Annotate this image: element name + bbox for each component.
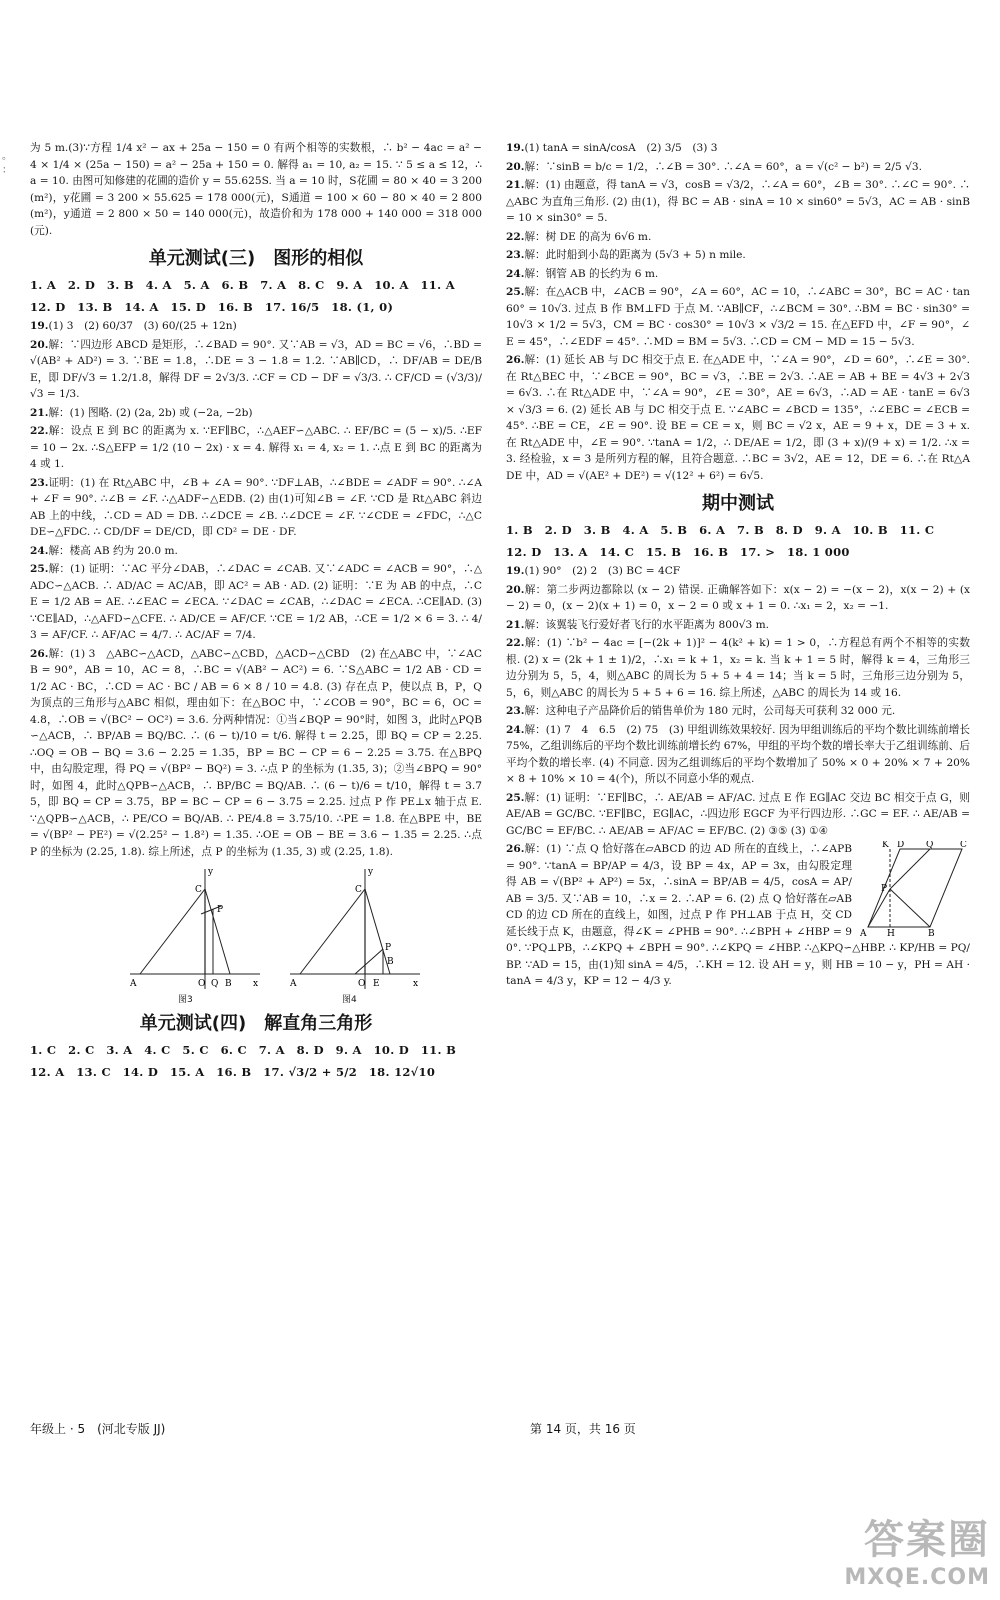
- answer-item: [506, 140, 970, 157]
- answer-item: [30, 475, 482, 541]
- answer-item: [506, 722, 970, 788]
- item-text: (1) 3 (2) 60/37 (3) 60/(25 + 12n): [48, 320, 237, 332]
- answer-item: [506, 284, 970, 350]
- item-text: 解：(1) 图略. (2) (2a, 2b) 或 (−2a, −2b): [48, 406, 253, 419]
- item-text: 解：(1) 由题意，得 tanA = √3，cosB = √3/2，∴∠A = 60°，∠B = 30°. ∴∠C = 90°. ∴△ABC 为直角三角形. (2) 由(1)，得 BC = AB · sinA = 10 × sin60° = 5√3，AC = AB · sinB = 10 × sin30° = 5.: [506, 179, 970, 224]
- item-text: 解：(1) 7 4 6.5 (2) 75 (3) 甲组训练效果较好. 因为甲组训练后的平均个数比训练前增长 75%，乙组训练后的平均个数比训练前增长约 67%，甲组的平均个数的增长率大于乙组训练前、后平均个数的增长率. (4) 不同意. 因为乙组训练后的平均个数增加了 50% × 0 + 20% × 7 + 20% × 8 + 10% × 10 = 4(个)，所以不同意小华的观点.: [506, 723, 970, 785]
- item-text: (1) tanA = sinA/cosA (2) 3/5 (3) 3: [524, 142, 718, 154]
- item-text: 解：该翼装飞行爱好者飞行的水平距离为 800√3 m.: [524, 618, 769, 631]
- item-number: 24.: [30, 544, 49, 557]
- item-number: 19.: [506, 565, 525, 577]
- label-h: H: [887, 929, 895, 937]
- label-x: x: [253, 979, 259, 989]
- watermark-line-2: MXQE.COM: [844, 1565, 990, 1590]
- answer-item: [506, 352, 970, 484]
- item-text: 证明：(1) 在 Rt△ABC 中，∠B + ∠A = 90°. ∵DF⊥AB，∴∠BDE = ∠ADF = 90°. ∴∠A + ∠F = 90°. ∴∠B = ∠F. ∴△ADF∽△EDB. (2) 由(1)可知∠B = ∠F. ∵CD 是 Rt△ABC 斜边 AB 上的中线，∴CD = AD = DB. ∴∠DCE = ∠B. ∴∠DCE = ∠F. ∵∠CDE = ∠FDC，∴△CDE∽△FDC. ∴ CD/DF = DE/CD，即 CD² = DE · DF.: [30, 476, 482, 538]
- answer-item: [506, 247, 970, 264]
- item-number: 19.: [30, 320, 49, 332]
- item-text: 解：∵sinB = b/c = 1/2，∴∠B = 30°. ∴∠A = 60°，a = √(c² − b²) = 2/5 √3.: [524, 160, 922, 173]
- item-text: 解：树 DE 的高为 6√6 m.: [524, 230, 652, 243]
- item-number: 25.: [506, 791, 525, 804]
- item-number: 22.: [30, 425, 49, 437]
- parallelogram-figure: [860, 841, 970, 937]
- item-text: 解：设点 E 到 BC 的距离为 x. ∵EF∥BC，∴△AEF∽△ABC. ∴ EF/BC = (5 − x)/5. ∴EF = 10 − 2x. ∴S△EFP = 1/2 (10 − 2x) · x = 4. 解得 x₁ = 4, x₂ = 1. ∴点 E 到 BC 的距离为 4 或 1.: [30, 425, 482, 470]
- label-q: Q: [926, 841, 934, 850]
- answer-item: [30, 318, 482, 335]
- label-q: Q: [211, 979, 219, 989]
- answer-item: [506, 563, 970, 580]
- figure-4-caption: 图4: [342, 995, 357, 1005]
- item-text: 解：(1) 证明：∵AC 平分∠DAB，∴∠DAC = ∠CAB. 又∵∠ADC = ∠ACB = 90°，∴△ADC∽△ACB. ∴ AD/AC = AC/AB，即 AC² = AB · AD. (2) 证明：∵E 为 AB 的中点，∴CE = 1/2 AB = AE. ∴∠EAC = ∠ECA. ∵∠DAC = ∠CAB，∴∠DAC = ∠ECA. ∴CE∥AD. (3) ∵CE∥AD，∴△AFD∽△CFE. ∴ AD/CE = AF/CF. ∵CE = 1/2 AB，∴CE = 1/2 × 6 = 3. ∴ 4/3 = AF/CF. ∴ AF/AC = 4/7. ∴ AC/AF = 7/4.: [30, 563, 482, 641]
- item-number: 20.: [506, 160, 525, 173]
- label-b: B: [928, 929, 935, 937]
- item-text: 解：这种电子产品降价后的销售单价为 180 元时，公司每天可获利 32 000 元.: [524, 705, 896, 717]
- label-k: K: [882, 841, 889, 850]
- item-text: 解：(1) ∵b² − 4ac = [−(2k + 1)]² − 4(k² + k) = 1 > 0，∴方程总有两个不相等的实数根. (2) x = (2k + 1 ± 1)/2，∴x₁ = k + 1，x₂ = k. 当 k + 1 = 5 时，解得 k = 4，三角形三边分别为 5，5，4，则△ABC 的周长为 5 + 5 + 4 = 14；当 k = 5 时，三角形三边分别为 5，5，6，则△ABC 的周长为 5 + 5 + 6 = 16. 综上所述，△ABC 的周长为 14 或 16.: [506, 637, 970, 699]
- label-b: B: [387, 957, 394, 967]
- answer-item: [30, 423, 482, 473]
- item-text: 解：在△ACB 中，∠ACB = 90°，∠A = 60°，AC = 10，∴∠ABC = 30°，BC = AC · tan60° = 10√3. 过点 B 作 BM⊥FD 于点 M. ∵AB∥CF，∴∠BCM = 30°. ∴BM = BC · sin30° = 10√3 × 1/2 = 5√3，CM = BC · cos30° = 10√3 × √3/2 = 15. 在△EFD 中，∠F = 90°，∠E = 45°，∴∠EDF = 45°. ∴MD = BM = 5√3. ∴CD = CM − MD = 15 − 5√3.: [506, 286, 970, 348]
- answer-item: [506, 177, 970, 227]
- footer-book-info: 年级上 · 5 (河北专版 JJ): [30, 1422, 166, 1436]
- answer-item: [30, 337, 482, 403]
- figure-3-caption: 图3: [178, 995, 193, 1005]
- item-number: 26.: [506, 843, 525, 855]
- label-y: y: [368, 867, 374, 877]
- figure-3: [125, 864, 265, 994]
- figures-3-4: [30, 864, 482, 1004]
- item-number: 23.: [30, 476, 49, 489]
- intro-paragraph: 为 5 m.(3)∵方程 1/4 x² − ax + 25a − 150 = 0 有两个相等的实数根，∴ b² − 4ac = a² − 4 × 1/4 × (25a − 150) = a² − 25a + 150 = 0. 解得 a₁ = 10, a₂ = 15. ∵ 5 ≤ a ≤ 12，∴ a = 10. 由图可知修建的花圃的造价 y = 55.625S. 当 a = 10 时，S花圃 = 80 × 40 = 3 200(m²)，y花圃 = 3 200 × 55.625 = 178 000(元)，S通道 = 100 × 60 − 80 × 40 = 2 800(m²)，y通道 = 2 800 × 50 = 140 000(元)，故造价和为 178 000 + 140 000 = 318 000(元).: [30, 142, 482, 237]
- item-number: 21.: [30, 406, 49, 419]
- binding-edge-marks: 。 ：: [2, 151, 12, 176]
- right-column: [506, 140, 970, 992]
- label-p: P: [881, 884, 888, 894]
- item-text: 解：∵四边形 ABCD 是矩形，∴∠BAD = 90°. 又∵AB = √3，AD = BC = √6，∴BD = √(AB² + AD²) = 3. ∵BE = 1.8，∴DE = 3 − 1.8 = 1.2. ∵AB∥CD，∴ DF/AB = DE/BE，即 DF/√3 = 1.2/1.8，解得 DF = 2√3/3. ∴CF = CD − DF = √3/3. ∴ CF/CD = (√3/3)/√3 = 1/3.: [30, 338, 482, 400]
- label-p: P: [217, 905, 224, 915]
- item-text: 解：第二步两边都除以 (x − 2) 错误. 正确解答如下：x(x − 2) = −(x − 2)，x(x − 2) + (x − 2) = 0，(x − 2)(x + 1) = 0，x − 2 = 0 或 x + 1 = 0. ∴x₁ = 2，x₂ = −1.: [506, 583, 970, 612]
- item-number: 19.: [506, 142, 525, 154]
- midterm-title: 期中测试: [702, 493, 774, 514]
- item-number: 24.: [506, 723, 525, 736]
- label-d: D: [897, 841, 905, 850]
- item-text: 解：此时船到小岛的距离为 (5√3 + 5) n mile.: [524, 249, 746, 261]
- footer-page-number: 第 14 页，共 16 页: [530, 1422, 636, 1436]
- label-b: B: [225, 979, 232, 989]
- answer-item: [30, 543, 482, 560]
- label-a: A: [130, 979, 137, 989]
- item-text: (1) 90° (2) 2 (3) BC = 4CF: [524, 565, 681, 577]
- answer-item: [30, 646, 482, 861]
- item-text: 解：(1) 3 △ABC∽△ACD，△ABC∽△CBD，△ACD∽△CBD (2) 在△ABC 中，∵∠ACB = 90°，AB = 10，AC = 8，∴BC = √(AB² − AC²) = 6. ∵S△ABC = 1/2 AB · CD = 1/2 AC · BC，∴CD = AC · BC / AB = 6 × 8 / 10 = 4.8. (3) 存在点 P，使以点 B，P，Q 为顶点的三角形与△ABC 相似，理由如下：在△BOC 中，∵∠COB = 90°，BC = 6，OC = 4.8，∴OB = √(BC² − OC²) = 3.6. 分两种情况：①当∠BQP = 90°时，如图 3，此时△PQB∽△ACB，∴ BP/AB = BQ/BC. ∴ (6 − t)/10 = t/6. 解得 t = 2.25，即 BQ = CP = 2.25. ∴OQ = OB − BQ = 3.6 − 2.25 = 1.35，BP = BC − CP = 6 − 2.25 = 3.75. 在△BPQ 中，由勾股定理，得 PQ = √(BP² − BQ²) = 3. ∴点 P 的坐标为 (1.35, 3)；②当∠BPQ = 90°时，如图 4，此时△QPB∽△ACB，∴ BP/BC = BQ/AB. ∴ (6 − t)/6 = t/10，解得 t = 3.75，即 BQ = CP = 3.75，BP = BC − CP = 6 − 3.75 = 2.25. 过点 P 作 PE⊥x 轴于点 E. ∵△QPB∽△ACB，∴ PE/CO = BQ/AB. ∴ PE/4.8 = 3.75/10. ∴PE = 1.8. 在△BPE 中，BE = √(BP² − PE²) = √(2.25² − 1.8²) = 1.35. ∴OE = OB − BE = 3.6 − 1.35 = 2.25. ∴点 P 的坐标为 (2.25, 1.8). 综上所述，点 P 的坐标为 (1.35, 3) 或 (2.25, 1.8).: [30, 647, 482, 858]
- item-number: 24.: [506, 267, 525, 280]
- section3-title: 单元测试(三) 图形的相似: [148, 248, 364, 269]
- item-number: 25.: [30, 563, 49, 575]
- item-number: 25.: [506, 286, 525, 298]
- section3-choices-row-2: 12. D 13. B 14. A 15. D 16. B 17. 16/5 18. (1, 0): [30, 300, 394, 314]
- item-text: 解：(1) 证明：∵EF∥BC，∴ AE/AB = AF/AC. 过点 E 作 EG∥AC 交边 BC 相交于点 G，则 AE/AB = GC/BC. ∵EF∥BC，EG∥AC，∴四边形 EGCF 为平行四边形. ∴GC = EF. ∴ AE/AB = GC/BC = EF/BC. ∴ AE/AB = AF/AC = EF/BC. (2) ③⑤ (3) ①④: [506, 791, 970, 837]
- section4-choices-row-1: 1. C 2. C 3. A 4. C 5. C 6. C 7. A 8. D 9. A 10. D 11. B: [30, 1043, 457, 1057]
- midterm-choices-row-2: 12. D 13. A 14. C 15. B 16. B 17. > 18. 1 000: [506, 545, 850, 559]
- item-number: 22.: [506, 230, 525, 243]
- label-o: O: [358, 979, 366, 989]
- item-number: 21.: [506, 618, 525, 631]
- label-p: P: [385, 943, 392, 953]
- answer-item: [30, 405, 482, 422]
- label-c: C: [355, 885, 362, 895]
- label-a: A: [290, 979, 297, 989]
- item-text: 解：(1) ∵点 Q 恰好落在▱ABCD 的边 AD 所在的直线上，∴∠APB = 90°. ∵tanA = BP/AP = 4/3，设 BP = 4x，AP = 3x，由勾股定理得 AB = √(BP² + AP²) = 5x，∴sinA = BP/AB = 4/5，cosA = AP/AB = 3/5. 又∵AB = 10，∴x = 2. ∴AP = 6. (2) 点 Q 恰好落在▱ABCD 的边 CD 所在的直线上，如图，过点 P 作 PH⊥AB 于点 H，交 CD 延长线于点 K，由题意，得∠K = ∠PHB = 90°. ∴∠BPH + ∠HBP = 90°. ∵PQ⊥PB，∴∠KPQ + ∠BPH = 90°. ∴∠KPQ = ∠HBP. ∴△KPQ∽△HBP. ∴ KP/HB = PQ/BP. ∵AD = 15，由(1)知 sinA = 4/5，∴KH = 12. 设 AH = y，则 HB = 10 − y，PH = AH · tanA = 4/3 y，KP = 12 − 4/3 y.: [506, 843, 970, 987]
- watermark-line-1: 答案圈: [864, 1517, 990, 1563]
- item-number: 26.: [30, 647, 49, 660]
- label-o: O: [198, 979, 206, 989]
- answer-item: [506, 159, 970, 176]
- label-a: A: [860, 929, 867, 937]
- answer-item: [506, 841, 970, 990]
- item-text: 解：楼高 AB 约为 20.0 m.: [48, 544, 178, 557]
- section4-choices-row-2: 12. A 13. C 14. D 15. A 16. B 17. √3/2 + 5/2 18. 12√10: [30, 1065, 436, 1079]
- item-number: 20.: [506, 583, 525, 596]
- watermark-logo: [844, 1508, 990, 1590]
- item-number: 22.: [506, 637, 525, 649]
- section4-title: 单元测试(四) 解直角三角形: [139, 1013, 373, 1034]
- item-number: 23.: [506, 705, 525, 717]
- answer-item: [506, 790, 970, 840]
- label-c: C: [195, 885, 202, 895]
- answer-item: [30, 561, 482, 644]
- item-text: 解：(1) 延长 AB 与 DC 相交于点 E. 在△ADE 中，∵∠A = 90°，∠D = 60°，∴∠E = 30°. 在 Rt△BEC 中，∵∠BCE = 90°，BC = √3，∴BE = 2√3. ∴AE = AB + BE = 4√3 + 2√3 = 6√3. ∴在 Rt△ADE 中，∵∠A = 90°，∠E = 30°，AE = 6√3，∴AD = AE · tanE = 6√3 × √3/3 = 6. (2) 延长 AB 与 DC 相交于点 E. ∵∠ABC = ∠BCD = 135°，∴∠EBC = ∠ECB = 45°. ∴BE = CE，∠E = 90°. 设 BE = CE = x，则 BC = √2 x，AE = 9 + x，DE = 3 + x. 在 Rt△ADE 中，∠E = 90°. ∵tanA = 1/2，∴ DE/AE = 1/2，即 (3 + x)/(9 + x) = 1/2. ∴x = 3. 经检验，x = 3 是所列方程的解，且符合题意. ∴BC = 3√2，AE = 12，DE = 6. ∴在 Rt△ADE 中，AD = √(AE² + DE²) = √(12² + 6²) = 6√5.: [506, 354, 970, 482]
- answer-item: [506, 266, 970, 283]
- label-y: y: [208, 867, 214, 877]
- midterm-choices-row-1: 1. B 2. D 3. B 4. A 5. B 6. A 7. B 8. D 9. A 10. B 11. C: [506, 523, 935, 537]
- label-x: x: [413, 979, 419, 989]
- label-c: C: [960, 841, 967, 850]
- section3-choices-row-1: 1. A 2. D 3. B 4. A 5. A 6. B 7. A 8. C 9. A 10. A 11. A: [30, 278, 455, 292]
- item-number: 23.: [506, 249, 525, 261]
- left-column: [30, 140, 482, 1083]
- answer-item: [506, 229, 970, 246]
- item-number: 26.: [506, 354, 525, 366]
- item-number: 21.: [506, 179, 525, 191]
- answer-item: [506, 703, 970, 720]
- item-number: 20.: [30, 338, 49, 351]
- figure-4: [285, 864, 425, 994]
- answer-item: [506, 582, 970, 615]
- answer-item: [506, 635, 970, 701]
- label-e: E: [373, 979, 380, 989]
- answer-item: [506, 617, 970, 634]
- item-text: 解：钢管 AB 的长约为 6 m.: [524, 267, 659, 280]
